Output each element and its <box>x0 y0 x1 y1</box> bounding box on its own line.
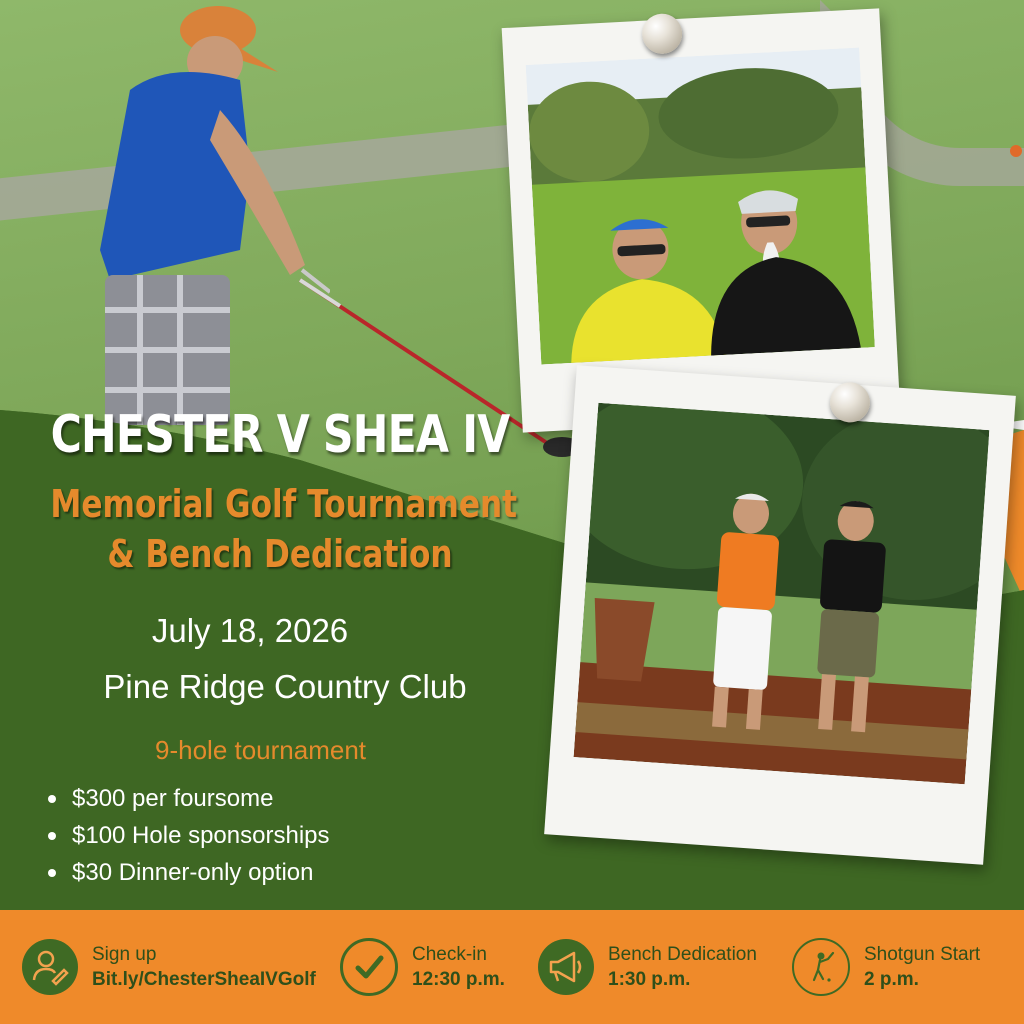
polaroid-photo-bottom <box>544 365 1016 865</box>
pricing-text: $300 per foursome <box>72 784 274 812</box>
signup-text <box>92 942 316 992</box>
footer-checkin <box>340 910 505 1024</box>
pricing-item <box>48 854 330 891</box>
footer-bar <box>0 910 1024 1024</box>
signup-link[interactable]: Bit.ly/ChesterSheaIVGolf <box>92 969 316 990</box>
photo-two-men-bench <box>574 403 990 784</box>
checkin-label: Check-in <box>412 944 487 965</box>
checkin-text <box>412 942 505 992</box>
pricing-item <box>48 780 330 817</box>
event-venue: Pine Ridge Country Club <box>103 668 467 705</box>
shotgun-label: Shotgun Start <box>864 944 981 965</box>
bullet-dot <box>48 832 56 840</box>
bench-label: Bench Dedication <box>608 944 757 965</box>
footer-shotgun <box>792 910 980 1024</box>
pricing-item <box>48 817 330 854</box>
title-block <box>0 395 560 579</box>
bench-text <box>608 942 757 992</box>
event-date: July 18, 2026 <box>151 612 349 649</box>
pricing-text: $100 Hole sponsorships <box>72 821 330 849</box>
event-title-line2: & Bench Dedication <box>107 532 453 577</box>
checkmark-icon <box>340 938 398 996</box>
polaroid-photo-top <box>502 8 901 432</box>
footer-bench <box>538 910 757 1024</box>
shotgun-text <box>864 942 980 992</box>
pricing-text: $30 Dinner-only option <box>72 858 314 886</box>
checkin-time: 12:30 p.m. <box>412 969 505 990</box>
signup-label: Sign up <box>92 944 157 965</box>
event-title-line1: Memorial Golf Tournament <box>50 482 518 526</box>
shotgun-time: 2 p.m. <box>864 969 919 990</box>
photo-two-men-course <box>526 47 875 364</box>
pushpin-icon <box>829 381 872 424</box>
pushpin-icon <box>641 13 683 55</box>
bullet-dot <box>48 869 56 877</box>
bench-time: 1:30 p.m. <box>608 969 691 990</box>
bullet-dot <box>48 795 56 803</box>
footer-signup <box>22 910 316 1024</box>
golfer-icon <box>792 938 850 996</box>
user-edit-icon <box>22 939 78 995</box>
pricing-list <box>48 780 330 891</box>
tournament-format: 9-hole tournament <box>155 735 367 765</box>
megaphone-icon <box>538 939 594 995</box>
honoree-name-title: CHESTER V SHEA IV <box>50 405 510 465</box>
